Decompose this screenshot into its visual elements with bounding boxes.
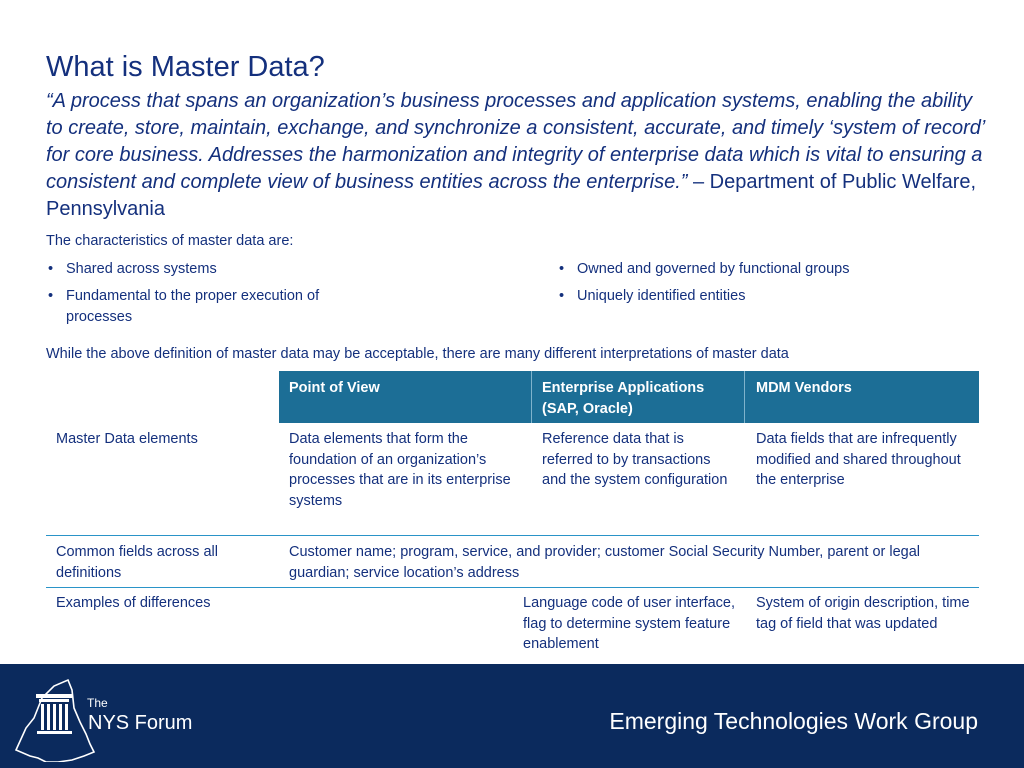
definition-quote (46, 88, 986, 223)
quote-text: “A process that spans an organization’s business processes and application systems, enabling the ability to create, store, maintain, exchange, and synchronize a consistent, accurate, and timely ‘system of record’ for core business. Addresses the harmonization and integrity of enterprise data which is vital to ensuring a consistent and complete view of business entities across the enterprise.” (46, 90, 985, 193)
row-divider (46, 587, 979, 588)
row-divider (46, 535, 979, 536)
bullet-item: • Shared across systems (46, 259, 366, 280)
column-header-mdm-vendors: MDM Vendors (756, 380, 852, 396)
bullet-item: • Fundamental to the proper execution of processes (46, 286, 366, 327)
work-group-name: Emerging Technologies Work Group (609, 708, 978, 734)
interpretation-note: While the above definition of master data may be acceptable, there are many different interpretations of master data (46, 346, 789, 362)
bullet-item: • Owned and governed by functional groups (557, 259, 997, 280)
header-divider (744, 371, 745, 423)
bullet-item: • Uniquely identified entities (557, 286, 997, 307)
table-cell: System of origin description, time tag of field that was updated (756, 595, 970, 632)
row-label: Master Data elements (56, 431, 198, 447)
slide-title: What is Master Data? (46, 51, 325, 83)
table-cell-merged: Customer name; program, service, and provider; customer Social Security Number, parent or legal guardian; service location’s address (289, 544, 921, 581)
column-header-enterprise-apps: Enterprise Applications (SAP, Oracle) (542, 380, 705, 417)
table-cell: Language code of user interface, flag to determine system feature enablement (523, 595, 736, 652)
characteristics-intro: The characteristics of master data are: (46, 233, 294, 249)
row-label: Common fields across all definitions (56, 544, 218, 581)
table-cell: Reference data that is referred to by transactions and the system configuration (542, 431, 728, 488)
logo-name-text: NYS Forum (88, 712, 193, 734)
header-divider (531, 371, 532, 423)
footer-bar (0, 664, 1024, 768)
table-cell: Data elements that form the foundation of an organization’s processes that are in its enterprise systems (289, 431, 511, 509)
nys-forum-logo (8, 672, 208, 762)
table-cell: Data fields that are infrequently modified and shared throughout the enterprise (756, 431, 961, 488)
row-label: Examples of differences (56, 595, 211, 611)
column-header-point-of-view: Point of View (289, 380, 380, 396)
quote-source: – Department of Public Welfare, Pennsylvania (46, 171, 977, 220)
logo-the-text: The (87, 696, 108, 710)
